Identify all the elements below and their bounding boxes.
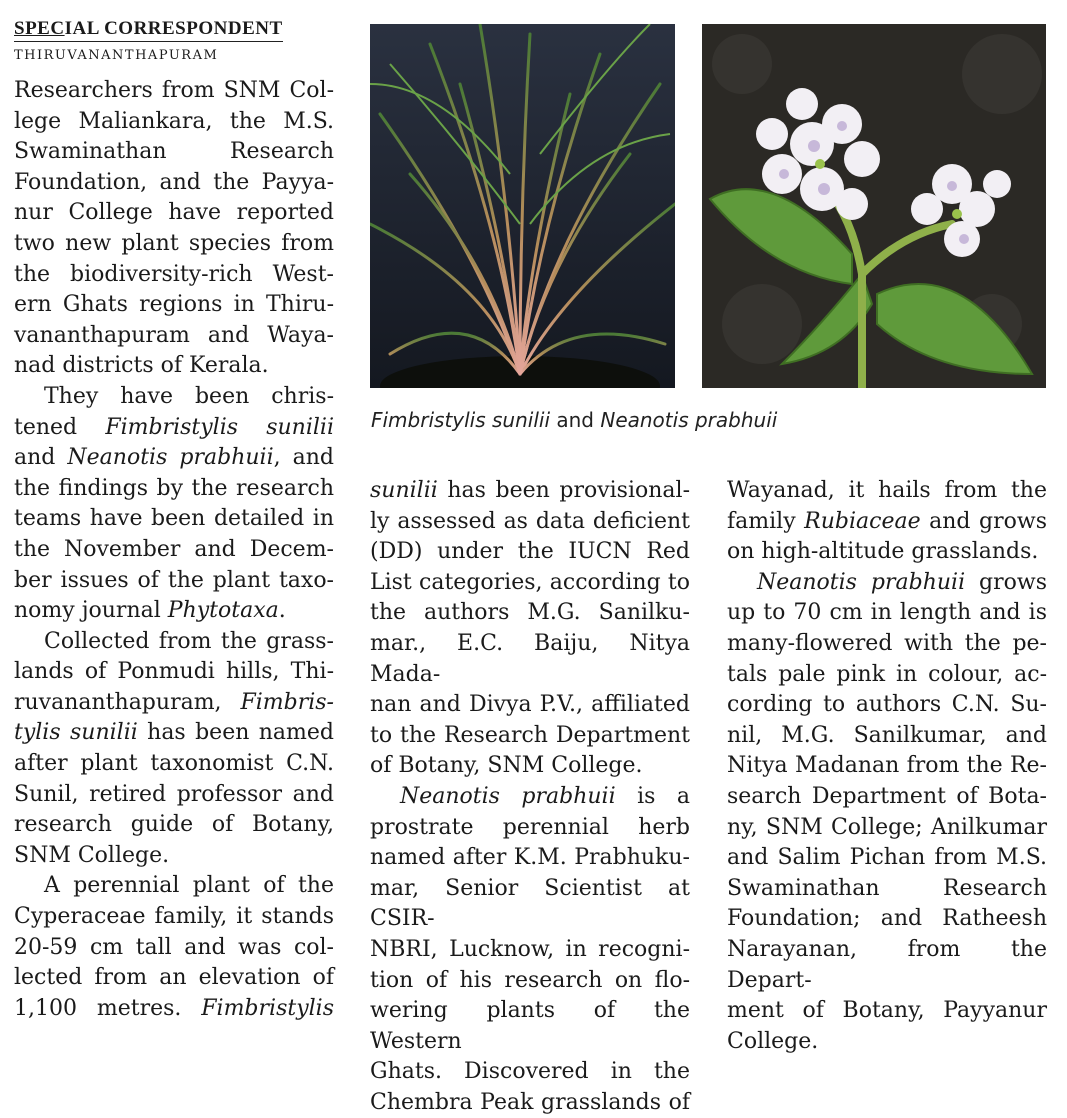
paragraph-collected: Collected from the grass- lands of Ponmudi hills, Thi- ruvananthapuram, Fimbris- tylis sunilii has been named after plant taxonomist C.N. Sunil, retired professor and research guide of Botany, SNM College. xyxy=(14,628,334,868)
byline-place: THIRUVANANTHAPURAM xyxy=(14,48,219,63)
grass-plant-photo-icon xyxy=(370,24,675,388)
article-column-3 xyxy=(727,476,1047,1057)
article-column-2 xyxy=(370,476,690,1118)
photo-caption: Fimbristylis sunilii and Neanotis prabhuii xyxy=(371,408,778,432)
flower-plant-illustration xyxy=(702,24,1046,388)
paragraph-assessed: sunilii has been provisional- ly assessed as data deficient (DD) under the IUCN Red List categories, according to the authors M.G. Sanilku- mar., E.C. Baiju, Nitya Mada- nan and Divya P.V., affiliated to the Research Department of Botany, SNM College. xyxy=(370,478,690,779)
paragraph-grows: Neanotis prabhuii grows up to 70 cm in length and is many-flowered with the pe- tals pale pink in colour, ac- cording to authors C.N. Su- nil, M.G. Sanilkumar, and Nitya Madanan from the Re- search Department of Bota- ny, SNM College; Anilkumar and Salim Pichan from M.S. Swaminathan Research Foundation; and Ratheesh Narayanan, from the Depart- ment of Botany, Payyanur College. xyxy=(727,569,1047,1054)
flower-plant-photo-icon xyxy=(702,24,1046,388)
byline-name-prefix: SPEC xyxy=(14,18,65,39)
grass-plant-illustration xyxy=(370,24,675,388)
paragraph-perennial: A perennial plant of the Cyperaceae family, it stands 20-59 cm tall and was col- lected from an elevation of 1,100 metres. Fimbristylis xyxy=(14,873,334,1021)
byline-name xyxy=(14,18,283,42)
article-column-1 xyxy=(14,76,334,1024)
byline-name-rest: IAL CORRESPONDENT xyxy=(64,18,283,39)
paragraph-christened: They have been chris- tened Fimbristylis sunilii and Neanotis prabhuii, and the findings by the research teams have been detailed in the November and Decem- ber issues of the plant taxo- nomy journal Phytotaxa. xyxy=(14,383,334,624)
paragraph-wayanad: Wayanad, it hails from the family Rubiaceae and grows on high-altitude grasslands. xyxy=(727,478,1047,565)
paragraph-neanotis: Neanotis prabhuii is a prostrate perennial herb named after K.M. Prabhuku- mar, Senior Scientist at CSIR- NBRI, Lucknow, in recogni- tion of his research on flo- wering plants of the Western Ghats. Discovered in the Chembra Peak grasslands of xyxy=(370,783,690,1115)
paragraph-intro: Researchers from SNM Col- lege Maliankara, the M.S. Swaminathan Research Foundation, and the Payya- nur College have reported two new plant species from the biodiversity-rich West- ern Ghats regions in Thiru- vananthapuram and Waya- nad districts of Kerala. xyxy=(14,78,334,379)
